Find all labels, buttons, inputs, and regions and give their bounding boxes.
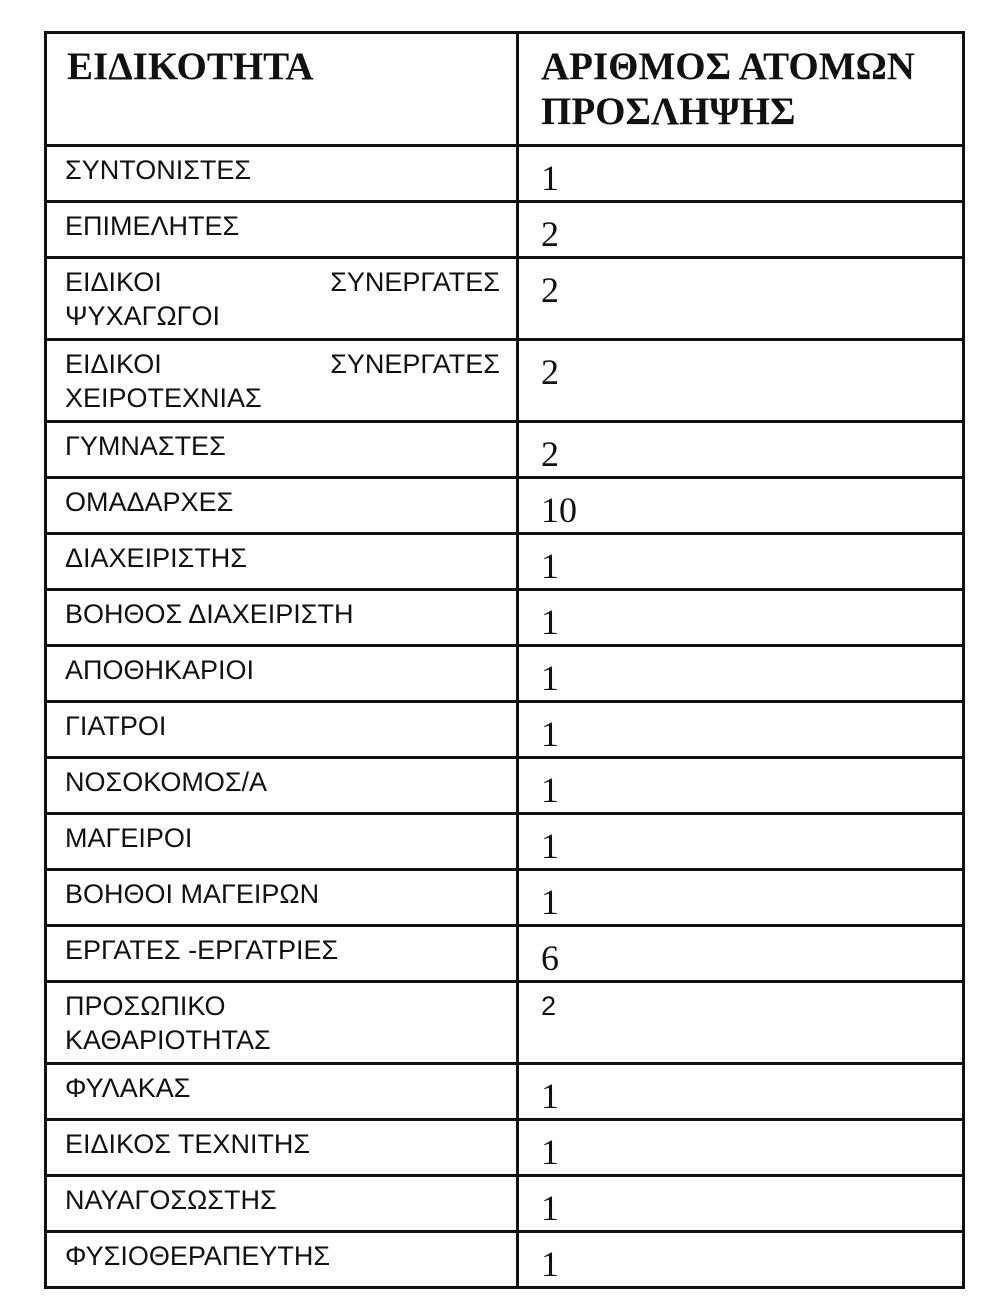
table-row: [46, 758, 964, 814]
table-row: [46, 870, 964, 926]
count-cell: 1: [518, 1064, 964, 1120]
count-cell: 2: [518, 202, 964, 258]
table-row: [46, 814, 964, 870]
specialty-cell: [46, 982, 518, 1064]
specialty-cell: ΦΥΣΙΟΘΕΡΑΠΕΥΤΗΣ: [46, 1232, 518, 1288]
staffing-table: [44, 31, 965, 1289]
count-cell: 10: [518, 478, 964, 534]
specialty-cell: ΓΙΑΤΡΟΙ: [46, 702, 518, 758]
table-row: [46, 590, 964, 646]
table-row: [46, 340, 964, 422]
specialty-word: ΨΥΧΑΓΩΓΟΙ: [65, 301, 221, 331]
count-cell: 1: [518, 814, 964, 870]
specialty-cell: ΜΑΓΕΙΡΟΙ: [46, 814, 518, 870]
specialty-cell: ΟΜΑΔΑΡΧΕΣ: [46, 478, 518, 534]
count-cell: 1: [518, 534, 964, 590]
specialty-cell: ΕΡΓΑΤΕΣ -ΕΡΓΑΤΡΙΕΣ: [46, 926, 518, 982]
table-row: [46, 202, 964, 258]
table-row: [46, 702, 964, 758]
specialty-word: ΕΙΔΙΚΟΙ: [65, 349, 162, 379]
header-specialty-label: ΕΙΔΙΚΟΤΗΤΑ: [67, 45, 314, 88]
specialty-cell: ΓΥΜΝΑΣΤΕΣ: [46, 422, 518, 478]
count-cell: 1: [518, 590, 964, 646]
specialty-word: ΣΥΝΕΡΓΑΤΕΣ: [330, 349, 500, 379]
header-count-line2: ΠΡΟΣΛΗΨΗΣ: [541, 90, 796, 133]
count-cell: 1: [518, 702, 964, 758]
table-row: [46, 1176, 964, 1232]
header-count: [518, 33, 964, 146]
count-cell: 2: [518, 422, 964, 478]
count-cell: 2: [518, 340, 964, 422]
header-count-line1: ΑΡΙΘΜΟΣ ΑΤΟΜΩΝ: [541, 45, 915, 88]
count-cell: 1: [518, 1176, 964, 1232]
table-row: [46, 146, 964, 202]
specialty-cell: ΦΥΛΑΚΑΣ: [46, 1064, 518, 1120]
specialty-cell: ΣΥΝΤΟΝΙΣΤΕΣ: [46, 146, 518, 202]
count-cell: 2: [518, 258, 964, 340]
table-row: [46, 1064, 964, 1120]
specialty-cell: ΒΟΗΘΟΣ ΔΙΑΧΕΙΡΙΣΤΗ: [46, 590, 518, 646]
specialty-cell: ΒΟΗΘΟΙ ΜΑΓΕΙΡΩΝ: [46, 870, 518, 926]
count-cell: 6: [518, 926, 964, 982]
specialty-cell: [46, 340, 518, 422]
specialty-word: ΧΕΙΡΟΤΕΧΝΙΑΣ: [65, 383, 262, 413]
count-cell: 1: [518, 1120, 964, 1176]
table-row: [46, 1232, 964, 1288]
count-cell: 2: [518, 982, 964, 1064]
count-cell: 1: [518, 146, 964, 202]
specialty-cell: ΔΙΑΧΕΙΡΙΣΤΗΣ: [46, 534, 518, 590]
table-header-row: [46, 33, 964, 146]
table-row: [46, 1120, 964, 1176]
table-row: [46, 478, 964, 534]
specialty-line: ΠΡΟΣΩΠΙΚΟ: [65, 991, 226, 1021]
count-cell: 1: [518, 758, 964, 814]
specialty-word: ΕΙΔΙΚΟΙ: [65, 267, 162, 297]
specialty-word: ΣΥΝΕΡΓΑΤΕΣ: [330, 267, 500, 297]
specialty-cell: [46, 258, 518, 340]
count-cell: 1: [518, 646, 964, 702]
specialty-cell: ΑΠΟΘΗΚΑΡΙΟΙ: [46, 646, 518, 702]
specialty-cell: ΝΟΣΟΚΟΜΟΣ/Α: [46, 758, 518, 814]
count-cell: 1: [518, 870, 964, 926]
count-cell: 1: [518, 1232, 964, 1288]
specialty-cell: ΕΠΙΜΕΛΗΤΕΣ: [46, 202, 518, 258]
table-row: [46, 646, 964, 702]
specialty-cell: ΝΑΥΑΓΟΣΩΣΤΗΣ: [46, 1176, 518, 1232]
specialty-cell: ΕΙΔΙΚΟΣ ΤΕΧΝΙΤΗΣ: [46, 1120, 518, 1176]
table-row: [46, 422, 964, 478]
table-row: [46, 534, 964, 590]
table-row: [46, 982, 964, 1064]
specialty-line: ΚΑΘΑΡΙΟΤΗΤΑΣ: [65, 1025, 271, 1055]
table-row: [46, 926, 964, 982]
table-row: [46, 258, 964, 340]
header-specialty: [46, 33, 518, 146]
